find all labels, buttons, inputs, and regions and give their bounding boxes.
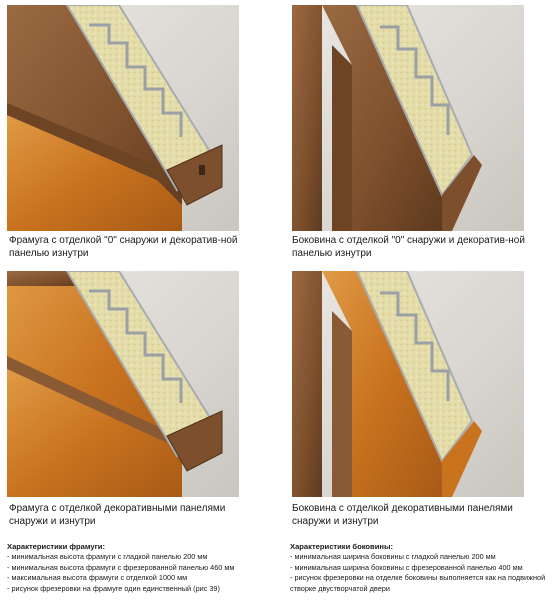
sidelight-specs-title: Характеристики боковины: [290,542,393,551]
caption-top-left: Фрамуга с отделкой "0" снаружи и декоратив-ной панелью изнутри [9,235,238,259]
sidelight-specs [290,542,555,594]
sidelight-finish0-image [292,5,524,231]
transom-specs-title: Характеристики фрамуги: [7,542,105,551]
transom-finish0-image [7,5,239,231]
list-item: - минимальная ширина боковины с фрезерованной панелью 400 мм [290,562,523,572]
list-item: - максимальная высота фрамуги с отделкой 1000 мм [7,573,188,583]
sidelight-decorative-image [292,271,524,497]
caption-bottom-left: Фрамуга с отделкой декоративными панелями снаружи и изнутри [9,503,226,527]
list-item: - минимальная высота фрамуги с фрезерованной панелью 460 мм [7,562,235,572]
list-item: - минимальная высота фрамуги с гладкой панелью 200 мм [7,552,208,562]
sidelight-specs-list [290,552,555,594]
list-item: - минимальная ширина боковины с гладкой панелью 200 мм [290,552,496,562]
transom-specs-list [7,552,272,594]
list-item: - рисунок фрезеровки на отделке боковины выполняется как на подвижной створке двустворчатой двери [290,573,546,593]
caption-top-right: Боковина с отделкой "0" снаружи и декоратив-ной панелью изнутри [292,235,525,259]
transom-decorative-image [7,271,239,497]
caption-bottom-right: Боковина с отделкой декоративными панелями снаружи и изнутри [292,503,513,527]
transom-specs [7,542,272,594]
list-item: - рисунок фрезеровки на фрамуге один единственный (рис 39) [7,583,220,593]
